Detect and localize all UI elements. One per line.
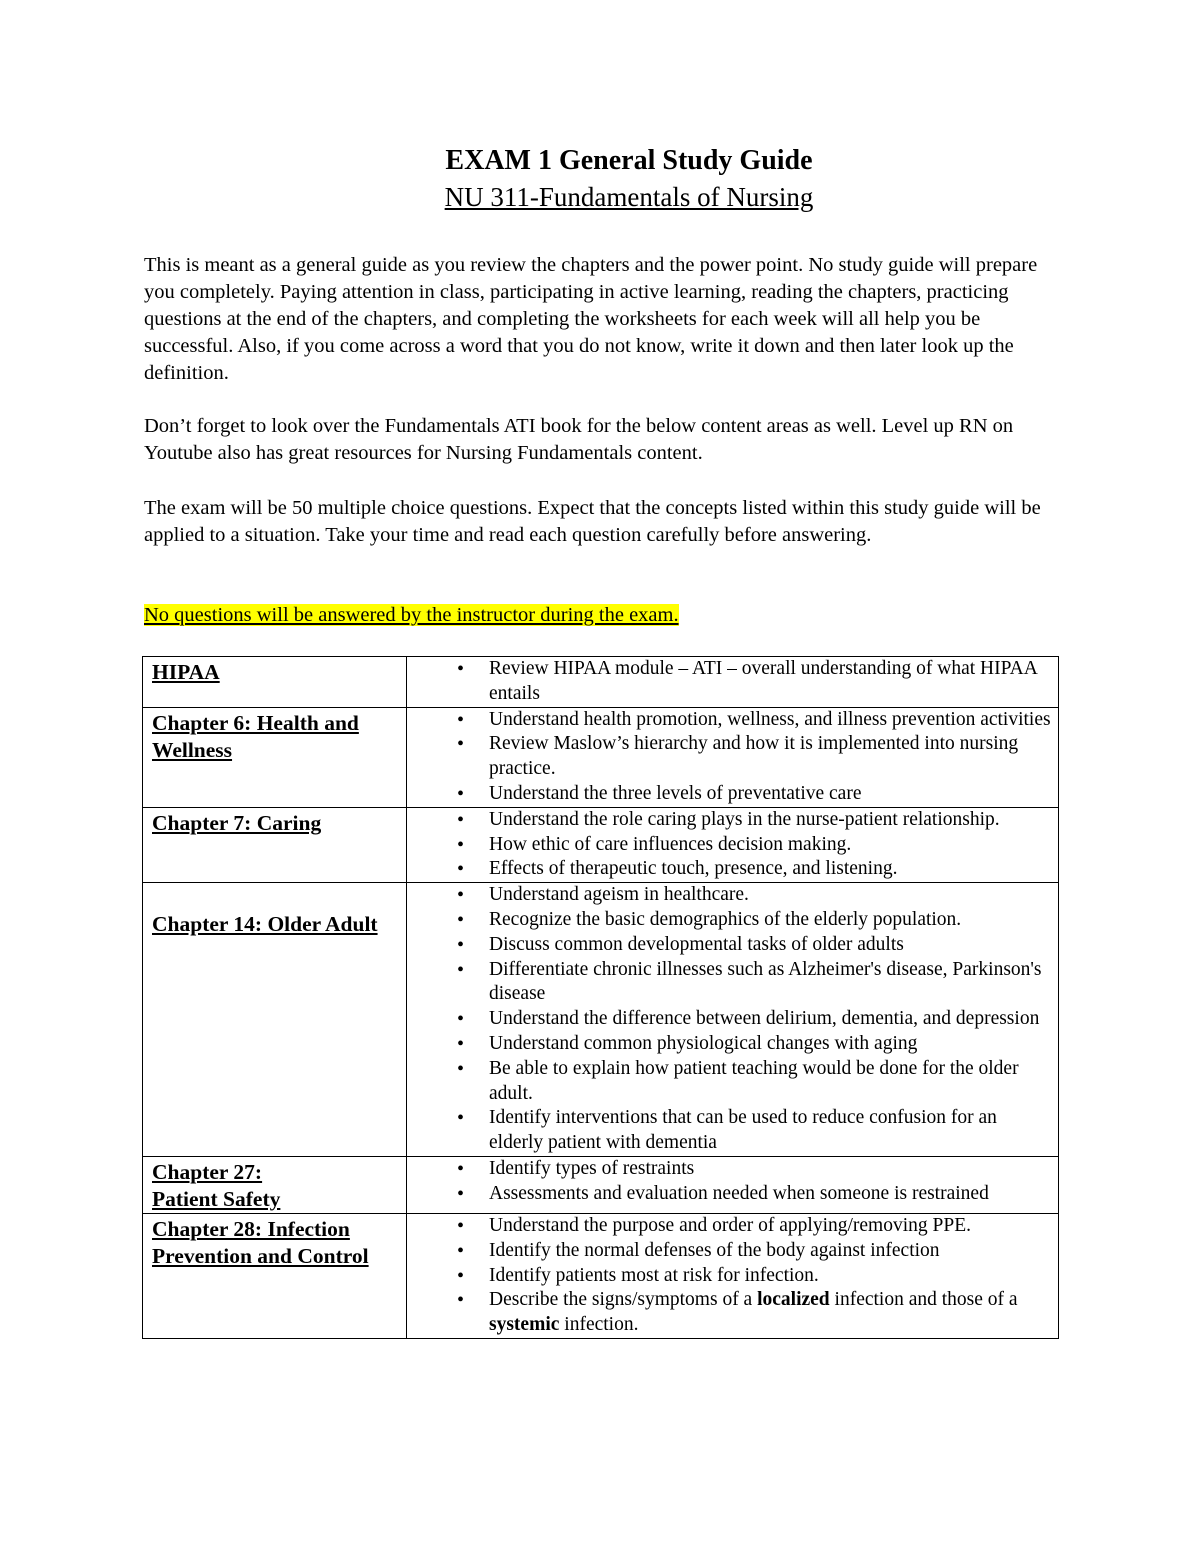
item-text: Describe the signs/symptoms of a <box>489 1289 758 1311</box>
warning-paragraph <box>144 602 1064 629</box>
list-item: • Understand the purpose and order of applying/removing PPE. <box>416 1214 1052 1239</box>
table-row <box>143 883 1059 1157</box>
topic-label: Chapter 14: Older Adult <box>152 912 378 937</box>
table-row <box>143 657 1059 708</box>
content-cell <box>407 657 1059 708</box>
highlighted-warning: No questions will be answered by the instructor during the exam. <box>144 604 679 626</box>
list-item: • Be able to explain how patient teaching would be done for the older adult. <box>416 1057 1052 1107</box>
list-item: • How ethic of care influences decision making. <box>416 833 1052 858</box>
list-item: • Identify interventions that can be used to reduce confusion for an elderly patient with dementia <box>416 1106 1052 1156</box>
item-bold-text: localized <box>757 1289 830 1311</box>
ati-paragraph: Don’t forget to look over the Fundamentals ATI book for the below content areas as well. Level up RN on Youtube also has great resources for Nursing Fundamentals content. <box>144 415 1014 464</box>
page-subtitle: NU 311-Fundamentals of Nursing <box>444 182 814 212</box>
study-guide-table <box>142 656 1059 1339</box>
list-item: • Understand health promotion, wellness, and illness prevention activities <box>416 708 1052 733</box>
topic-cell: Chapter 7: Caring <box>143 807 407 882</box>
table-row <box>143 707 1059 807</box>
topic-label: Chapter 27: <box>152 1159 263 1184</box>
list-item: • Discuss common developmental tasks of older adults <box>416 933 1052 958</box>
topic-cell <box>143 883 407 1157</box>
content-cell <box>407 707 1059 807</box>
list-item: • Identify the normal defenses of the body against infection <box>416 1239 1052 1264</box>
table-row <box>143 807 1059 882</box>
list-item: • Differentiate chronic illnesses such as Alzheimer's disease, Parkinson's disease <box>416 958 1052 1008</box>
topic-cell: Chapter 28: Infection Prevention and Control <box>143 1213 407 1338</box>
exam-paragraph: The exam will be 50 multiple choice questions. Expect that the concepts listed within this study guide will be applied to a situation. Take your time and read each question carefully before answering. <box>144 497 1041 546</box>
list-item: • Review Maslow’s hierarchy and how it is implemented into nursing practice. <box>416 732 1052 782</box>
list-item: • Review HIPAA module – ATI – overall understanding of what HIPAA entails <box>416 657 1052 707</box>
content-cell <box>407 1156 1059 1213</box>
list-item: • Understand common physiological changes with aging <box>416 1032 1052 1057</box>
topic-cell: HIPAA <box>143 657 407 708</box>
page-title: EXAM 1 General Study Guide <box>445 145 813 176</box>
content-cell <box>407 1213 1059 1338</box>
list-item: • Understand the difference between delirium, dementia, and depression <box>416 1007 1052 1032</box>
item-text: infection and those of a <box>829 1289 1018 1311</box>
intro-paragraph: This is meant as a general guide as you review the chapters and the power point. No study guide will prepare you completely. Paying attention in class, participating in active learning, reading the chapters, practicing questions at the end of the chapters, and completing the worksheets for each week will all help you be successful. Also, if you come across a word that you do not know, write it down and then later look up the definition. <box>144 254 1038 384</box>
topic-cell: Chapter 6: Health and Wellness <box>143 707 407 807</box>
list-item: • Understand the three levels of preventative care <box>416 782 1052 807</box>
list-item <box>416 1288 1052 1338</box>
topic-label: Patient Safety <box>152 1186 281 1211</box>
list-item: • Effects of therapeutic touch, presence, and listening. <box>416 857 1052 882</box>
list-item: • Recognize the basic demographics of the elderly population. <box>416 908 1052 933</box>
table-row <box>143 1213 1059 1338</box>
item-bold-text: systemic <box>489 1314 560 1336</box>
list-item: • Assessments and evaluation needed when someone is restrained <box>416 1182 1052 1207</box>
list-item: • Identify patients most at risk for infection. <box>416 1264 1052 1289</box>
list-item: • Understand the role caring plays in the nurse-patient relationship. <box>416 808 1052 833</box>
content-cell <box>407 883 1059 1157</box>
list-item: • Identify types of restraints <box>416 1157 1052 1182</box>
list-item: • Understand ageism in healthcare. <box>416 883 1052 908</box>
table-row <box>143 1156 1059 1213</box>
topic-cell <box>143 1156 407 1213</box>
item-text: infection. <box>559 1314 639 1336</box>
content-cell <box>407 807 1059 882</box>
